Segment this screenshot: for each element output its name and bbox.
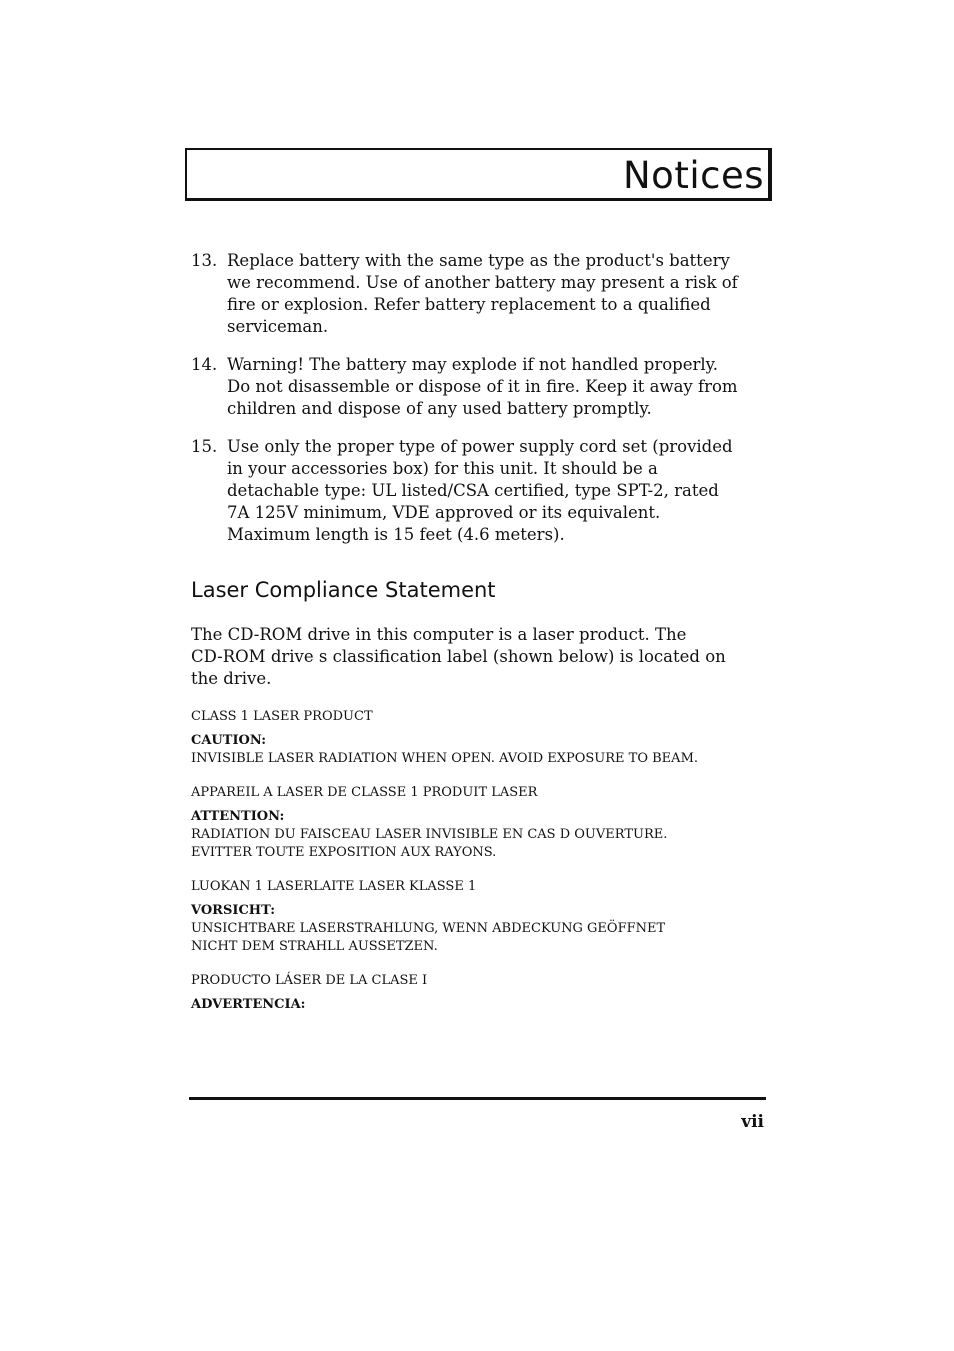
list-item [191, 436, 766, 546]
label-caution: VORSICHT: [191, 903, 276, 918]
laser-label-block [191, 972, 751, 1014]
item-text [227, 354, 766, 420]
label-product: APPAREIL A LASER DE CLASSE 1 PRODUIT LASER [191, 785, 538, 800]
footer-rule [189, 1097, 766, 1100]
text-line: the drive. [191, 669, 272, 688]
chapter-title: Notices [623, 154, 764, 197]
label-product: PRODUCTO LÁSER DE LA CLASE I [191, 973, 428, 988]
label-caution: ATTENTION: [191, 809, 285, 824]
text-line: CD-ROM drive s classification label (shown below) is located on [191, 647, 726, 666]
laser-label-block [191, 708, 751, 768]
text-line: detachable type: UL listed/CSA certified, type SPT-2, rated [227, 481, 719, 500]
section-intro [191, 624, 751, 690]
text-line: fire or explosion. Refer battery replacement to a qualified [227, 295, 711, 314]
section-heading: Laser Compliance Statement [191, 578, 496, 602]
text-line: Maximum length is 15 feet (4.6 meters). [227, 525, 565, 544]
label-caution: CAUTION: [191, 733, 267, 748]
label-line: NICHT DEM STRAHLL AUSSETZEN. [191, 939, 438, 954]
label-product: CLASS 1 LASER PRODUCT [191, 709, 373, 724]
label-product: LUOKAN 1 LASERLAITE LASER KLASSE 1 [191, 879, 477, 894]
text-line: Use only the proper type of power supply cord set (provided [227, 437, 733, 456]
text-line: Warning! The battery may explode if not handled properly. [227, 355, 719, 374]
page-number: vii [741, 1112, 764, 1132]
item-number: 15. [191, 437, 218, 456]
label-line: INVISIBLE LASER RADIATION WHEN OPEN. AVOID EXPOSURE TO BEAM. [191, 751, 699, 766]
text-line: 7A 125V minimum, VDE approved or its equivalent. [227, 503, 661, 522]
item-text [227, 436, 766, 546]
label-line: RADIATION DU FAISCEAU LASER INVISIBLE EN CAS D OUVERTURE. [191, 827, 668, 842]
item-number: 14. [191, 355, 218, 374]
text-line: The CD-ROM drive in this computer is a laser product. The [191, 625, 687, 644]
label-caution: ADVERTENCIA: [191, 997, 306, 1012]
text-line: children and dispose of any used battery promptly. [227, 399, 652, 418]
laser-label-block [191, 878, 751, 956]
text-line: we recommend. Use of another battery may present a risk of [227, 273, 738, 292]
item-number: 13. [191, 251, 218, 270]
label-line: EVITTER TOUTE EXPOSITION AUX RAYONS. [191, 845, 497, 860]
notice-list [191, 250, 766, 562]
text-line: serviceman. [227, 317, 329, 336]
text-line: Replace battery with the same type as the product's battery [227, 251, 730, 270]
chapter-title-box [185, 148, 772, 201]
list-item [191, 250, 766, 338]
list-item [191, 354, 766, 420]
laser-labels [191, 708, 751, 1030]
label-line: UNSICHTBARE LASERSTRAHLUNG, WENN ABDECKUNG GEÖFFNET [191, 921, 666, 936]
laser-label-block [191, 784, 751, 862]
text-line: in your accessories box) for this unit. It should be a [227, 459, 658, 478]
item-text [227, 250, 766, 338]
text-line: Do not disassemble or dispose of it in fire. Keep it away from [227, 377, 738, 396]
